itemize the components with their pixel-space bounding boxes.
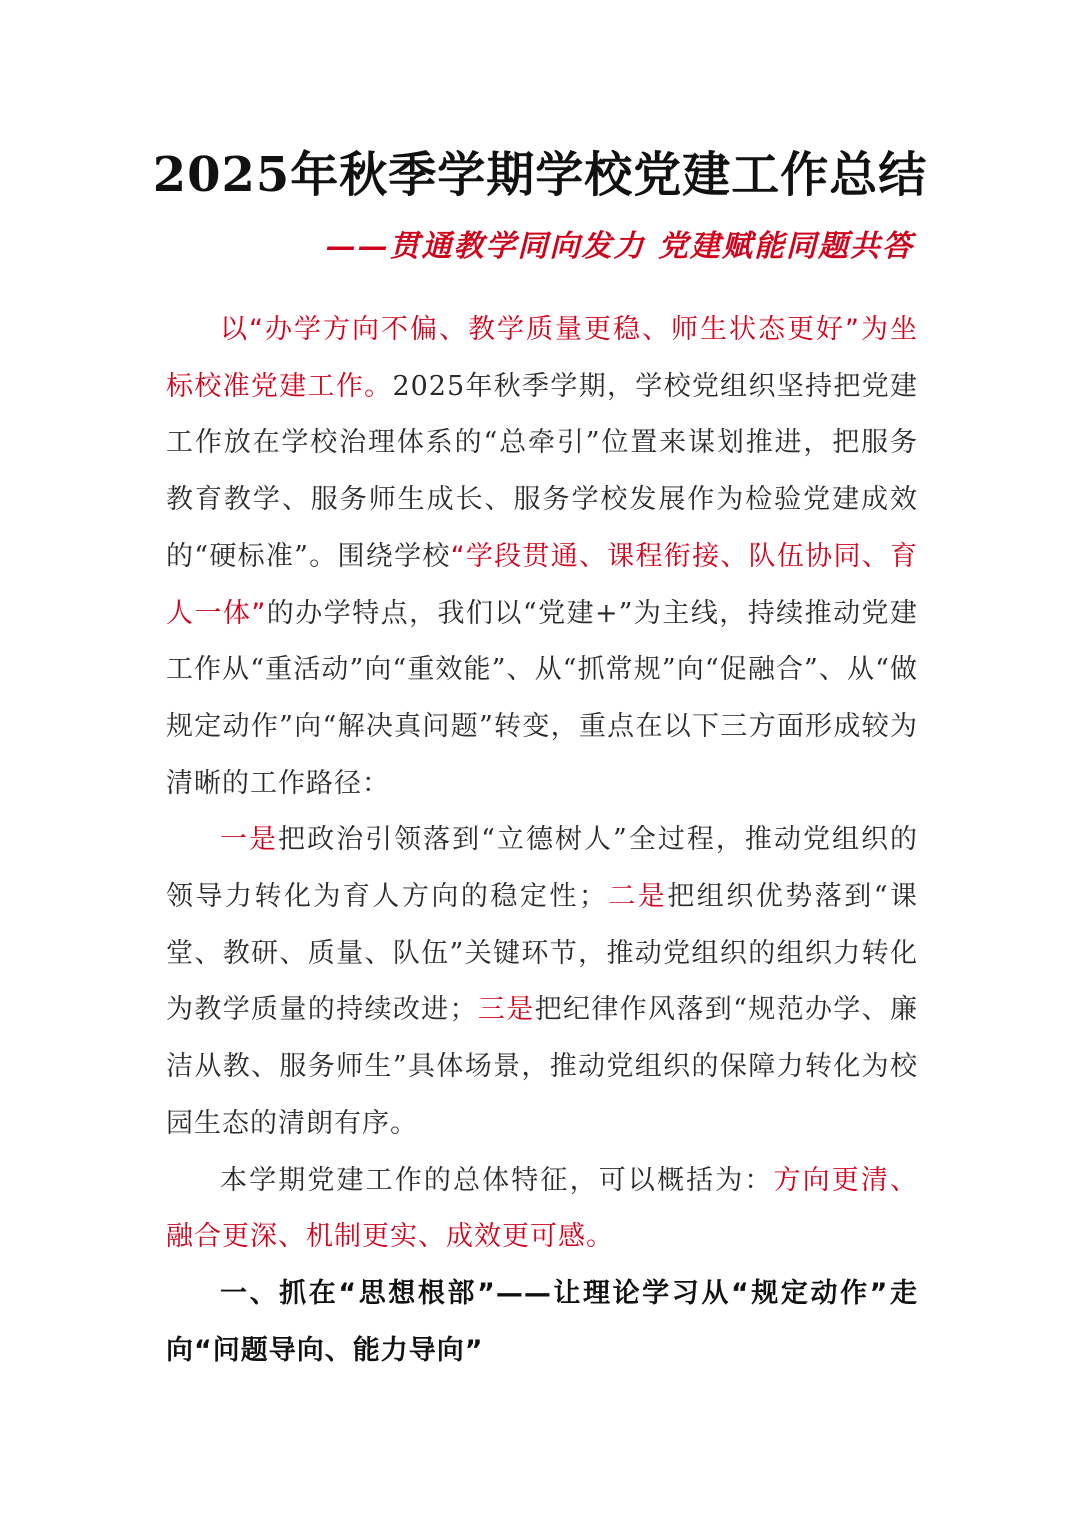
body-text: 的办学特点，我们以“党建+”为主线，持续推动党建工作从“重活动”向“重效能”、从“抓常规”向“促融合”、从“做规定动作”向“解决真问题”转变，重点在以下三方面形成较为清晰的工作路径： — [166, 597, 918, 799]
highlight-text: 二是 — [606, 881, 668, 913]
document-body — [166, 302, 918, 1379]
body-text: 把纪律作风落到“规范办学、廉洁从教、服务师生”具体场景，推动党组织的保障力转化为校园生态的清朗有序。 — [166, 994, 919, 1139]
body-text: 把组织优势落到“课堂、教研、质量、队伍”关键环节，推动党组织的组织力转化为教学质量的持续改进； — [166, 881, 918, 1026]
paragraph-intro — [166, 302, 918, 812]
document-subtitle: ——贯通教学同向发力 党建赋能同题共答 — [325, 229, 914, 264]
highlight-text: 以“办学方向不偏、教学质量更稳、师生状态更好”为坐标校准党建工作。 — [166, 314, 918, 402]
document-title: 2025年秋季学期学校党建工作总结 — [152, 147, 928, 203]
body-text: 把政治引领落到“立德树人”全过程，推动党组织的领导力转化为育人方向的稳定性； — [166, 824, 919, 913]
body-text: 2025年秋季学期，学校党组织坚持把党建工作放在学校治理体系的“总牵引”位置来谋划推进，把服务教育教学、服务师生成长、服务学校发展作为检验党建成效的“硬标准”。围绕学校 — [166, 370, 919, 572]
paragraph-three-aspects — [166, 812, 918, 1152]
paragraph-summary — [166, 1153, 918, 1266]
highlight-text: 一是 — [220, 824, 279, 856]
highlight-text: “学段贯通、课程衔接、队伍协同、育人一体” — [166, 540, 918, 629]
section-heading: 一、抓在“思想根部”——让理论学习从“规定动作”走向“问题导向、能力导向” — [166, 1277, 918, 1366]
highlight-text: 三是 — [477, 994, 535, 1026]
highlight-text: 方向更清、融合更深、机制更实、成效更可感。 — [166, 1164, 919, 1253]
body-text: 本学期党建工作的总体特征，可以概括为： — [220, 1164, 774, 1196]
